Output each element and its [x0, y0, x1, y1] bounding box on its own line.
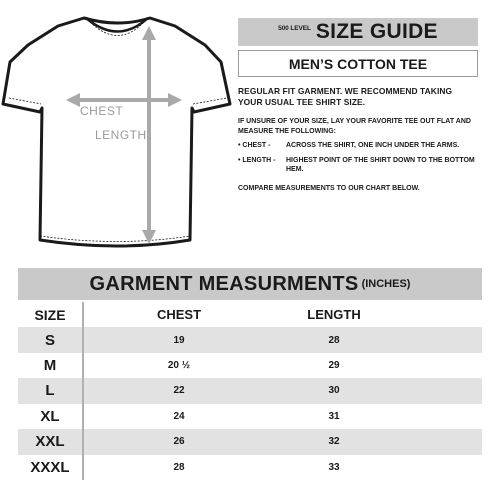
measure-instructions: IF UNSURE OF YOUR SIZE, LAY YOUR FAVORITE TEE OUT FLAT AND MEASURE THE FOLLOWING: — [238, 118, 471, 135]
chest-cell: 19 — [173, 334, 185, 346]
table-title: GARMENT MEASURMENTS — [89, 272, 359, 295]
definition-chest: • CHEST - ACROSS THE SHIRT, ONE INCH UNDER THE ARMS. — [238, 142, 460, 149]
size-cell: XXL — [18, 429, 84, 454]
definition-length: • LENGTH - HIGHEST POINT OF THE SHIRT DOWN TO THE BOTTOM HEM. — [238, 156, 475, 173]
size-cell: XL — [18, 404, 84, 429]
length-cell: 30 — [328, 385, 340, 397]
compare-note: COMPARE MEASUREMENTS TO OUR CHART BELOW. — [238, 184, 420, 192]
size-cell: L — [18, 378, 84, 403]
product-subtitle: MEN’S COTTON TEE — [238, 50, 478, 77]
header-row — [84, 302, 482, 327]
size-guide-title: SIZE GUIDE — [315, 20, 438, 43]
length-cell: 31 — [328, 410, 340, 422]
chest-cell: 26 — [173, 436, 185, 448]
length-label: LENGTH — [95, 128, 147, 142]
chest-label: CHEST — [80, 104, 124, 118]
chest-cell: 22 — [173, 385, 185, 397]
chest-column-header: CHEST — [156, 307, 202, 323]
chest-cell: 20 ½ — [167, 360, 191, 372]
length-cell: 28 — [328, 334, 340, 346]
table-row — [84, 378, 482, 403]
size-cell: S — [18, 327, 84, 352]
length-cell: 33 — [328, 461, 340, 473]
fit-intro: REGULAR FIT GARMENT. WE RECOMMEND TAKING YOUR USUAL TEE SHIRT SIZE. — [238, 86, 453, 107]
table-row — [84, 327, 482, 352]
length-column-header: LENGTH — [307, 307, 361, 323]
size-guide-panel — [238, 18, 478, 192]
table-row — [84, 353, 482, 378]
measurement-table — [18, 302, 482, 480]
chest-cell: 24 — [173, 410, 185, 422]
table-row — [84, 429, 482, 454]
table-header-bar — [18, 268, 482, 300]
length-cell: 32 — [328, 436, 340, 448]
chest-cell: 28 — [173, 461, 185, 473]
size-cell: M — [18, 353, 84, 378]
length-cell: 29 — [328, 360, 340, 372]
brand-logo: 500 LEVEL — [278, 25, 311, 32]
table-row — [84, 455, 482, 480]
size-column-header: SIZE — [18, 302, 84, 327]
table-unit: (INCHES) — [361, 278, 411, 290]
size-guide-header — [238, 18, 478, 46]
table-row — [84, 404, 482, 429]
size-cell: XXXL — [18, 455, 84, 480]
